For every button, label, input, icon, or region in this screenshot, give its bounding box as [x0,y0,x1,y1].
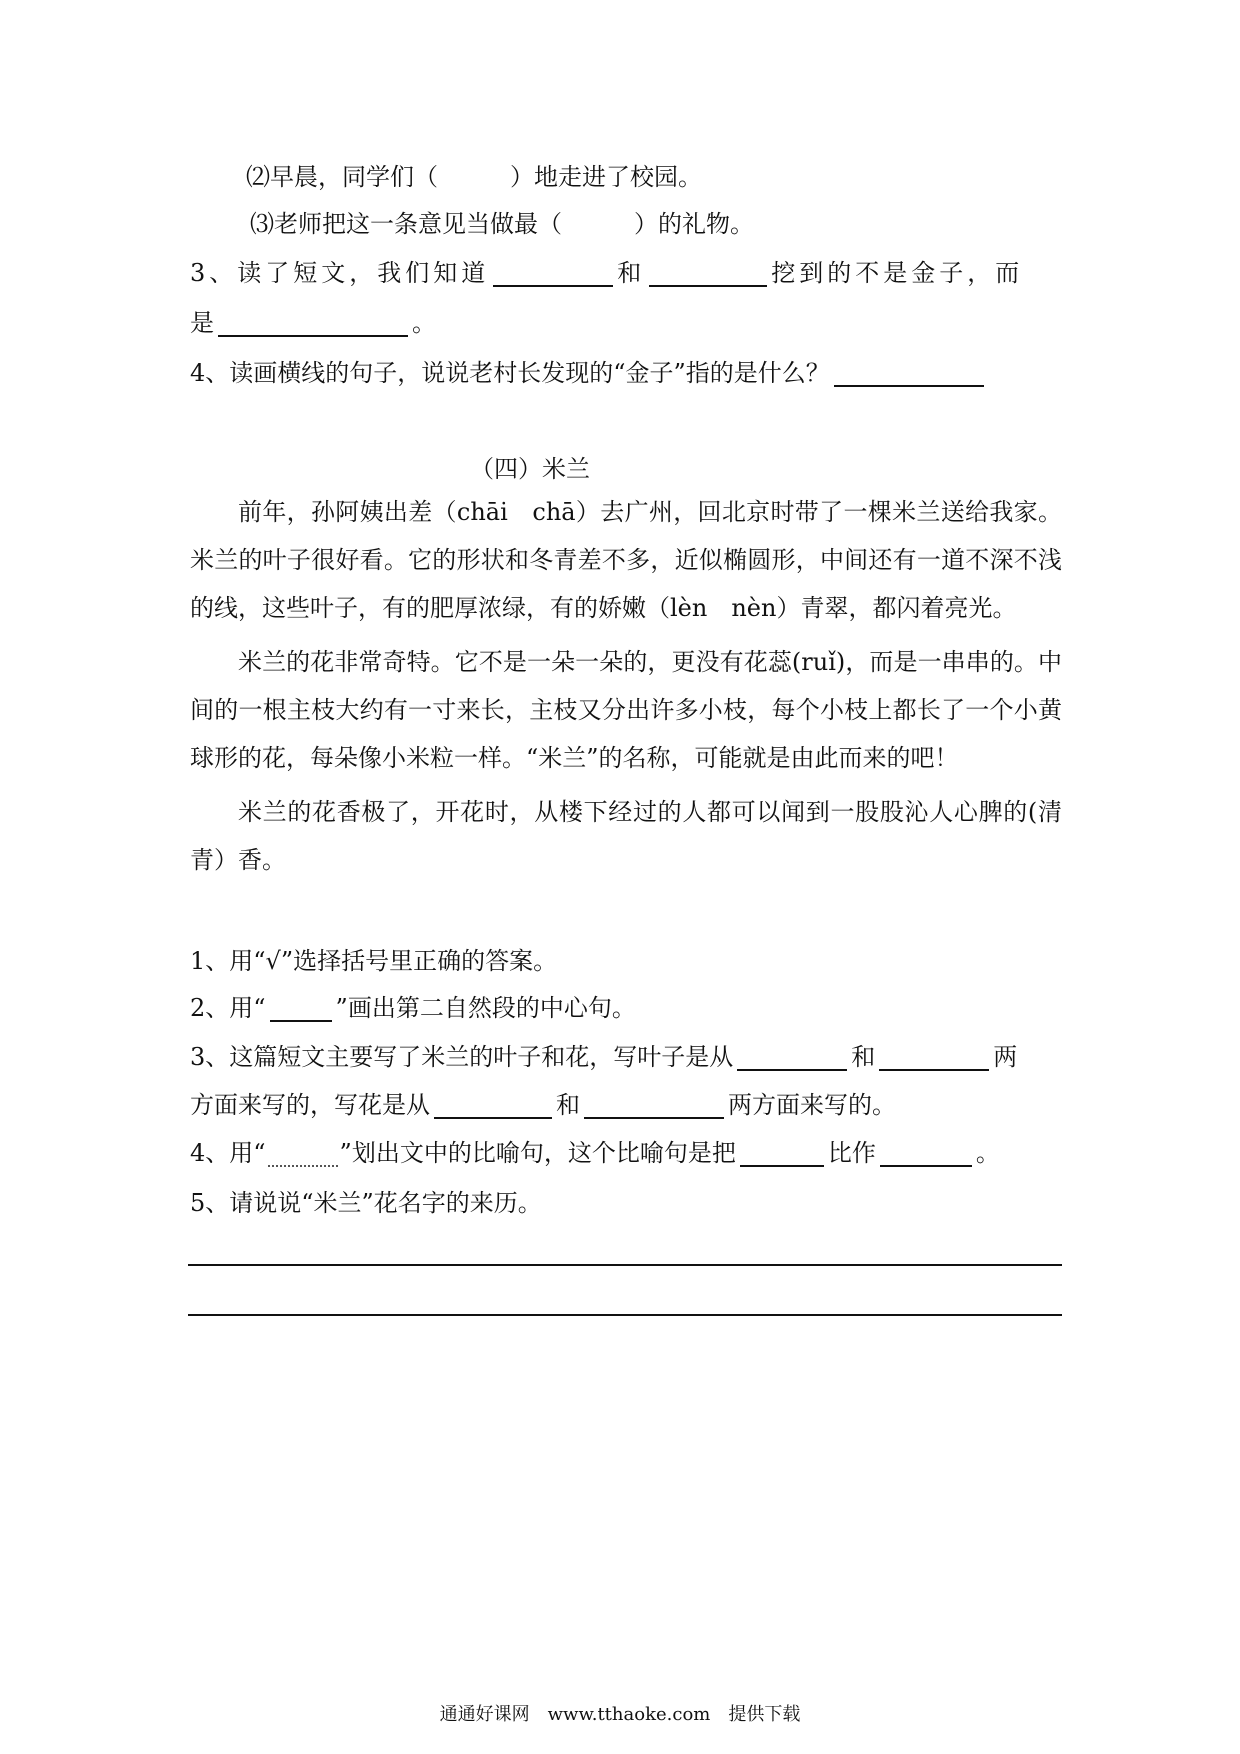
passage-paragraph-1: 前年，孙阿姨出差（chāi chā）去广州，回北京时带了一棵米兰送给我家。米兰的叶子很好看。它的形状和冬青差不多，近似椭圆形，中间还有一道不深不浅的线，这些叶子，有的肥厚浓绿，有的娇嫩（lèn nèn）青翠，都闪着亮光。 [190,498,1062,622]
question-4b-end: 。 [975,1139,1000,1167]
fill-item-2: ⑵早晨，同学们（ ）地走进了校园。 [246,163,702,191]
answer-blank[interactable] [737,1045,847,1071]
question-4b [190,1136,1060,1170]
question-3b-line-1 [190,1040,1060,1074]
answer-line[interactable] [188,1264,1062,1266]
question-2 [190,991,1060,1025]
question-3b-suffix: 两 [993,1043,1018,1071]
question-3-line2-prefix: 是 [190,309,214,337]
question-3b-and-2: 和 [556,1091,580,1119]
question-3b-line2-suffix: 两方面来写的。 [728,1091,896,1119]
question-3b-and: 和 [851,1043,876,1071]
answer-blank[interactable] [584,1093,724,1119]
wavy-line-sample [268,1141,338,1167]
answer-line[interactable] [188,1314,1062,1316]
question-4b-mid: ”划出文中的比喻句，这个比喻句是把 [339,1139,736,1167]
footer-credit: 通通好课网 www.tthaoke.com 提供下载 [439,1704,801,1725]
question-4 [190,356,1060,390]
question-3-and: 和 [617,259,646,287]
answer-blank[interactable] [740,1141,824,1167]
fill-item-3: ⑶老师把这一条意见当做最（ ）的礼物。 [250,210,754,238]
answer-blank[interactable] [879,1045,989,1071]
question-3b-line-2 [190,1088,1060,1122]
passage-paragraph-2: 米兰的花非常奇特。它不是一朵一朵的，更没有花蕊(ruǐ)，而是一串串的。中间的一根主枝大约有一寸来长，主枝又分出许多小枝，每个小枝上都长了一个小黄球形的花，每朵像小米粒一样。“米兰”的名称，可能就是由此而来的吧！ [190,648,1062,772]
underline-sample [270,996,332,1022]
question-4-text: 4、读画横线的句子，说说老村长发现的“金子”指的是什么？ [190,359,830,387]
answer-blank[interactable] [218,311,408,337]
question-3b-prefix: 3、这篇短文主要写了米兰的叶子和花，写叶子是从 [190,1043,734,1071]
question-1: 1、用“√”选择括号里正确的答案。 [190,947,558,975]
answer-blank[interactable] [434,1093,552,1119]
question-3-line-2 [190,306,1060,340]
answer-blank[interactable] [649,261,767,287]
question-3b-line2-prefix: 方面来写的，写花是从 [190,1091,430,1119]
question-5: 5、请说说“米兰”花名字的来历。 [190,1189,542,1217]
question-4b-compare: 比作 [827,1139,876,1167]
question-2-suffix: ”画出第二自然段的中心句。 [335,994,636,1022]
question-3-line-1 [190,256,1060,290]
answer-blank[interactable] [880,1141,972,1167]
answer-blank[interactable] [834,361,984,387]
answer-blank[interactable] [493,261,613,287]
question-2-prefix: 2、用“ [190,994,266,1022]
question-3-prefix: 3、读了短文，我们知道 [190,259,490,287]
section-title: （四）米兰 [470,455,590,483]
question-4b-prefix: 4、用“ [190,1139,266,1167]
question-3-suffix: 挖到的不是金子，而 [771,259,1024,287]
passage-paragraph-3: 米兰的花香极了，开花时，从楼下经过的人都可以闻到一股股沁人心脾的(清青）香。 [190,798,1062,874]
question-3-line2-suffix: 。 [412,309,436,337]
